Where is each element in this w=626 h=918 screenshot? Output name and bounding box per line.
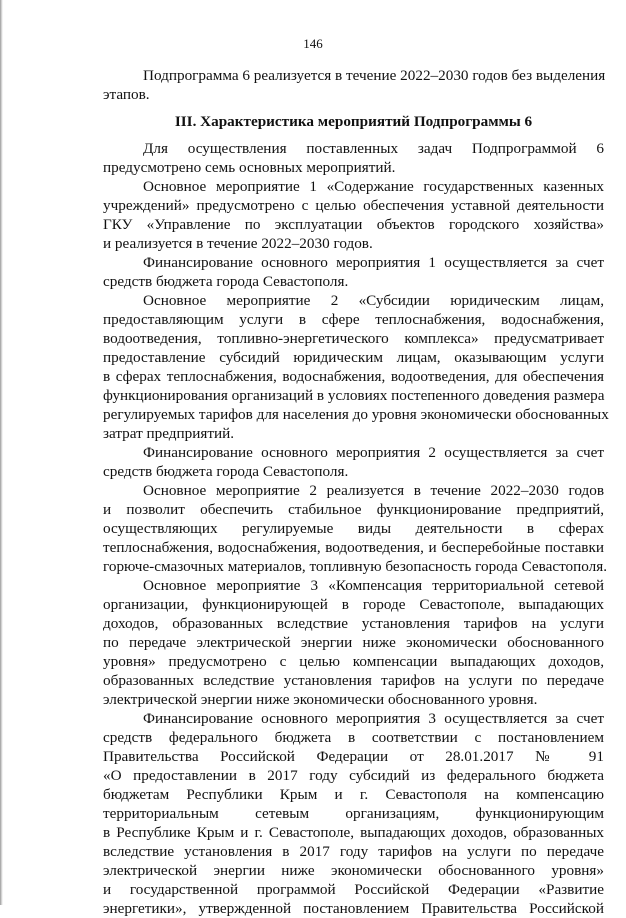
text-line: Для осуществления поставленных задач Подпрограммой 6 [143,140,604,157]
text-line: этапов. [103,86,150,103]
paragraph-financing-2 [103,443,604,481]
text-line: и позволит обеспечить стабильное функционирование предприятий, [103,501,604,518]
text-line: функционирования организаций в условиях постепенного доведения размера [103,387,605,404]
text-line: «О предоставлении в 2017 году субсидий из федерального бюджета [103,767,604,784]
text-line: электрической энергии ниже экономически обоснованного уровня» [103,862,604,879]
text-line: затрат предприятий. [103,425,235,442]
paragraph-measure-2-period [103,481,608,576]
text-line: бюджетам Республики Крым и г. Севастополя на компенсацию [103,786,604,803]
text-line: Финансирование основного мероприятия 1 осуществляется за счет [143,254,604,271]
text-line: Основное мероприятие 3 «Компенсация территориальной сетевой [143,577,604,594]
text-line: средств бюджета города Севастополя. [103,273,349,290]
text-line: электрической энергии ниже экономически обоснованного уровня. [103,691,538,708]
text-line: уровня» предусмотрено с целью компенсации выпадающих доходов, [103,653,604,670]
text-line: доходов, образованных вследствие установления тарифов на услуги [103,615,604,632]
text-line: водоотведения, топливно-энергетического комплекса» предусматривает [103,330,604,347]
text-line: учреждений» предусмотрено с целью обеспечения уставной деятельности [103,197,604,214]
paragraph-measure-3 [103,576,604,709]
text-line: вследствие установления в 2017 году тарифов на услуги по передаче [103,843,604,860]
text-line: по передаче электрической энергии ниже экономически обоснованного [103,634,604,651]
text-line: ГКУ «Управление по эксплуатации объектов городского хозяйства» [103,216,604,233]
page-edge-shadow [0,0,3,905]
text-line: Финансирование основного мероприятия 2 осуществляется за счет [143,444,604,461]
text-line: регулируемых тарифов для населения до уровня экономически обоснованных [103,406,609,423]
text-line: Подпрограмма 6 реализуется в течение 2022–2030 годов без выделения [143,67,606,84]
paragraph-stages [103,66,604,104]
text-line: и реализуется в течение 2022–2030 годов. [103,235,373,252]
section-heading: III. Характеристика мероприятий Подпрограммы 6 [174,113,533,130]
paragraph-financing-3 [103,709,604,918]
text-line: территориальным сетевым организациям, функционирующим [103,805,604,822]
text-line: предоставление субсидий юридическим лицам, оказывающим услуги [103,349,604,366]
paragraph-tasks [103,139,604,177]
text-line: в Республике Крым и г. Севастополе, выпадающих доходов, образованных [103,824,604,841]
text-line: образованных вследствие установления тарифов на услуги по передаче [103,672,604,689]
text-line: горюче-смазочных материалов, топливную безопасность города Севастополя. [103,558,608,575]
text-line: и государственной программой Российской Федерации «Развитие [103,881,604,898]
text-line: Основное мероприятие 2 «Субсидии юридическим лицам, [143,292,604,309]
text-line: теплоснабжения, водоснабжения, водоотведения, и бесперебойные поставки [103,539,604,556]
paragraph-measure-1 [103,177,604,253]
text-line: средств федерального бюджета в соответствии с постановлением [103,729,604,746]
text-line: предусмотрено семь основных мероприятий. [103,159,396,176]
text-line: Основное мероприятие 2 реализуется в течение 2022–2030 годов [143,482,604,499]
text-line: Финансирование основного мероприятия 3 осуществляется за счет [143,710,604,727]
text-line: Основное мероприятие 1 «Содержание государственных казенных [143,178,604,195]
text-line: Правительства Российской Федерации от 28.01.2017 № 91 [103,748,604,765]
paragraph-financing-1 [103,253,604,291]
page-number: 146 [303,36,323,51]
text-line: предоставляющим услуги в сфере теплоснабжения, водоснабжения, [103,311,604,328]
text-line: в сферах теплоснабжения, водоснабжения, водоотведения, для обеспечения [103,368,604,385]
text-line: осуществляющих регулируемые виды деятельности в сферах [103,520,604,537]
text-line: средств бюджета города Севастополя. [103,463,349,480]
document-body [103,66,609,918]
text-line: организации, функционирующей в городе Севастополе, выпадающих [103,596,604,613]
text-line: энергетики», утвержденной постановлением Правительства Российской [103,900,604,917]
paragraph-measure-2 [103,291,609,443]
